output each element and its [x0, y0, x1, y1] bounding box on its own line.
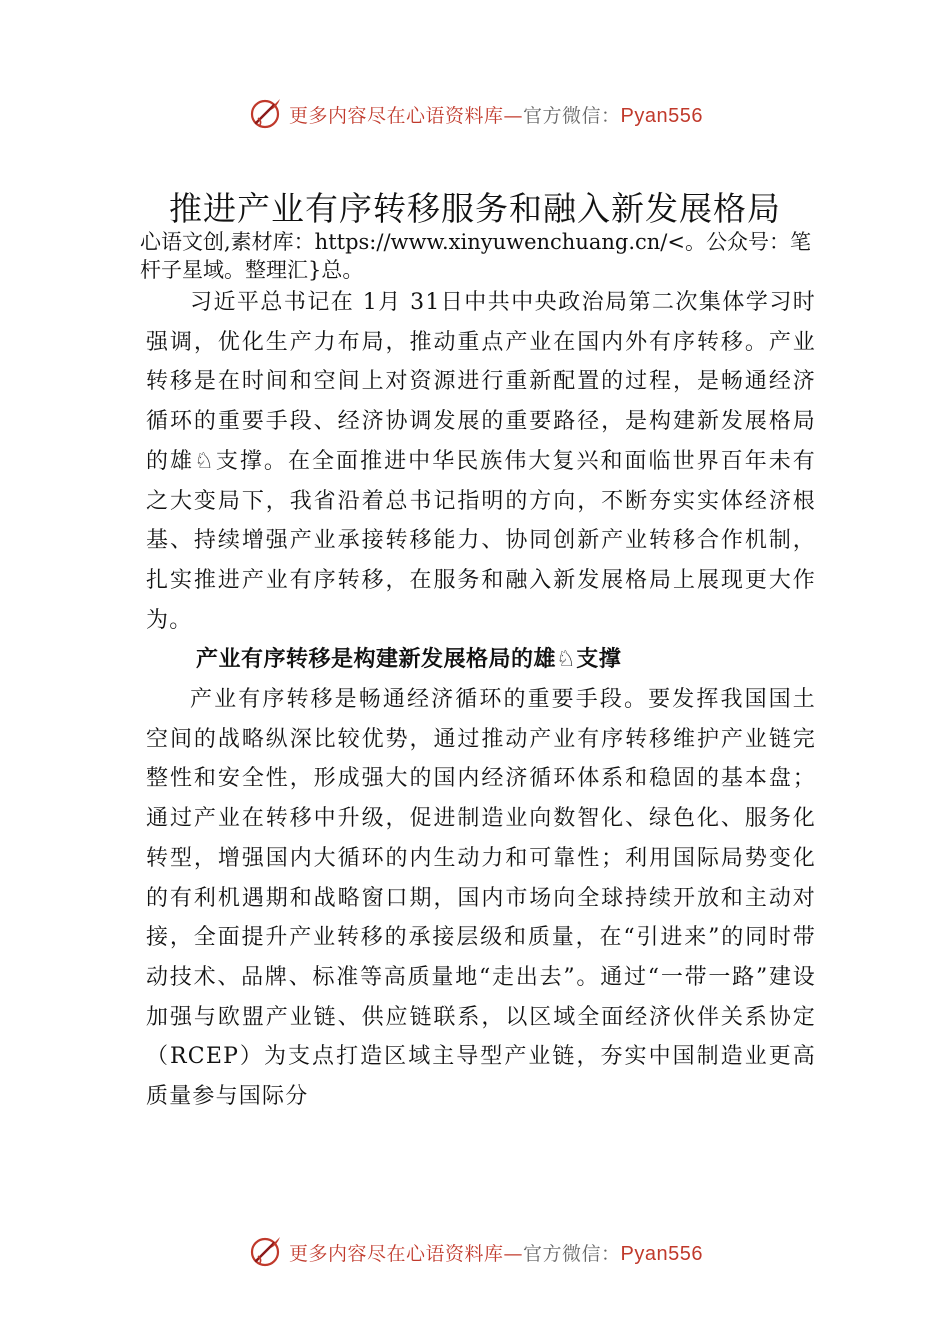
banner-text	[289, 1239, 703, 1266]
intro-paragraph: 习近平总书记在 1月 31日中共中央政治局第二次集体学习时强调，优化生产力布局，推动重点产业在国内外有序转移。产业转移是在时间和空间上对资源进行重新配置的过程，是畅通经济循环的重要手段、经济协调发展的重要路径，是构建新发展格局的雄♘支撑。在全面推进中华民族伟大复兴和面临世界百年未有之大变局下，我省沿着总书记指明的方向，不断夯实实体经济根基、持续增强产业承接转移能力、协同创新产业转移合作机制，扎实推进产业有序转移，在服务和融入新发展格局上展现更大作为。	[146, 290, 816, 633]
footer-watermark-banner	[0, 1230, 950, 1274]
header-watermark-banner	[0, 92, 950, 136]
document-title: 推进产业有序转移服务和融入新发展格局	[169, 189, 781, 228]
banner-text	[289, 101, 703, 128]
quill-logo-icon	[247, 1234, 283, 1270]
banner-wechat-id: Pyan556	[620, 104, 703, 127]
section-heading: 产业有序转移是构建新发展格局的雄♘支撑	[196, 647, 622, 673]
banner-wechat-label: 官方微信：	[523, 1242, 621, 1265]
quill-logo-icon	[247, 96, 283, 132]
source-note: 心语文创,素材库：https://www.xinyuwenchuang.cn/<。公众号：笔杆子星域。整理汇}总。	[140, 230, 811, 282]
section-paragraph: 产业有序转移是畅通经济循环的重要手段。要发挥我国国土空间的战略纵深比较优势，通过推动产业有序转移维护产业链完整性和安全性，形成强大的国内经济循环体系和稳固的基本盘；通过产业在转移中升级，促进制造业向数智化、绿色化、服务化转型，增强国内大循环的内生动力和可靠性；利用国际局势变化的有利机遇期和战略窗口期，国内市场向全球持续开放和主动对接，全面提升产业转移的承接层级和质量，在“引进来”的同时带动技术、品牌、标准等高质量地“走出去”。通过“一带一路”建设加强与欧盟产业链、供应链联系，以区域全面经济伙伴关系协定（RCEP）为支点打造区域主导型产业链，夯实中国制造业更高质量参与国际分	[146, 687, 816, 1110]
banner-wechat-id: Pyan556	[620, 1242, 703, 1265]
banner-slogan: 更多内容尽在心语资料库—	[289, 104, 524, 127]
banner-wechat-label: 官方微信：	[523, 104, 621, 127]
banner-slogan: 更多内容尽在心语资料库—	[289, 1242, 524, 1265]
document-body	[146, 283, 816, 1117]
